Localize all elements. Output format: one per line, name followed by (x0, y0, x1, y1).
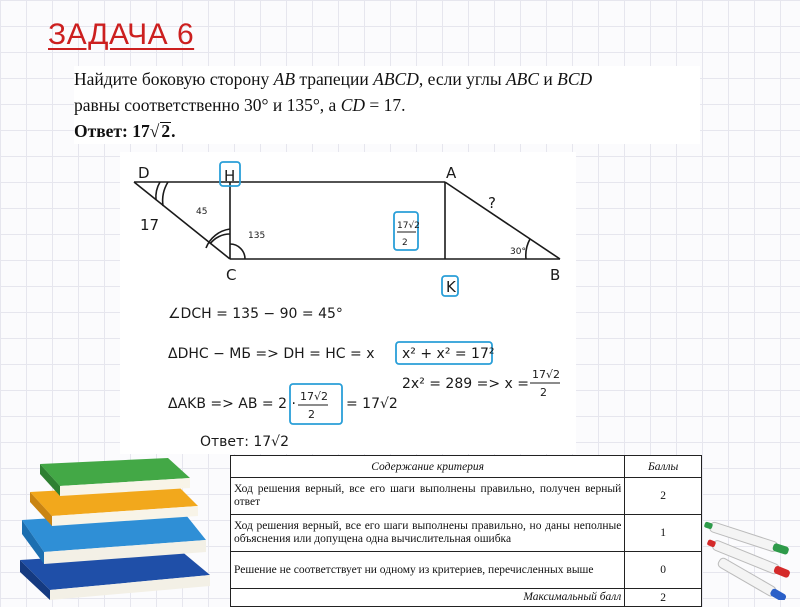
criteria-header-score: Баллы (625, 456, 702, 478)
markers-illustration-icon (700, 520, 800, 600)
criteria-header-content: Содержание критерия (231, 456, 625, 478)
label-ak-num: 17√2 (397, 221, 420, 231)
problem-text: , если углы (418, 69, 506, 89)
angle-arc-45 (210, 234, 230, 244)
problem-text: и (539, 69, 558, 89)
criterion-score: 1 (625, 515, 702, 552)
criteria-table (230, 455, 702, 607)
var-cd: CD (340, 95, 366, 115)
step-4-den: 2 (308, 408, 315, 421)
answer-coef: 17 (132, 121, 150, 141)
problem-text: = 17. (365, 95, 406, 115)
answer-value (132, 121, 171, 141)
label-b: B (550, 266, 561, 284)
label-angle-30: 30° (510, 247, 526, 257)
criterion-text: Ход решения верный, все его шаги выполнены правильно, но даны неполные объяснения или допущена одна вычислительная ошибка (231, 515, 625, 552)
label-question: ? (488, 194, 496, 212)
answer-end: . (171, 121, 176, 141)
var-ab: AB (273, 69, 296, 89)
trapezoid-figure (134, 182, 560, 259)
step-3: 2x² = 289 => x = (402, 376, 529, 392)
answer-line (74, 118, 700, 144)
angle-arc-d2 (163, 182, 168, 206)
label-angle-45: 45 (196, 207, 208, 217)
problem-statement (74, 66, 700, 144)
label-side-17: 17 (140, 216, 160, 234)
angle-labels (196, 207, 526, 257)
slide-title: ЗАДАЧА 6 (48, 18, 195, 51)
label-d: D (138, 164, 150, 182)
angle-arc-30 (526, 239, 530, 259)
criteria-header-row (231, 456, 702, 478)
solution-steps (168, 306, 529, 450)
step-4-result: = 17√2 (346, 396, 398, 412)
var-abcd: ABCD (373, 69, 419, 89)
point-labels (138, 164, 560, 296)
step-4: ΔAKB => AB = 2 · (168, 396, 296, 412)
table-row (231, 478, 702, 515)
books-illustration-icon (0, 440, 230, 600)
step-4-num: 17√2 (300, 390, 329, 403)
label-angle-135: 135 (248, 231, 266, 241)
angle-arc-45b (206, 229, 230, 248)
label-c: C (226, 266, 237, 284)
table-row-max (231, 589, 702, 607)
max-score-value: 2 (625, 589, 702, 607)
step-1: ∠DCH = 135 − 90 = 45° (168, 306, 343, 322)
answer-root: 2 (161, 121, 171, 141)
label-ak-den: 2 (402, 238, 408, 248)
criterion-text: Решение не соответствует ни одному из критериев, перечисленных выше (231, 552, 625, 589)
problem-line-1 (74, 66, 700, 92)
handwritten-answer: Ответ: 17√2 (200, 434, 290, 450)
handwritten-solution (120, 152, 576, 454)
angle-arc-135 (230, 244, 245, 259)
step-2-box: x² + x² = 17² (402, 346, 495, 362)
answer-label: Ответ: (74, 121, 128, 141)
criterion-score: 0 (625, 552, 702, 589)
table-row (231, 515, 702, 552)
criterion-text: Ход решения верный, все его шаги выполнены правильно, получен верный ответ (231, 478, 625, 515)
step-3-den: 2 (540, 386, 547, 399)
label-k: K (446, 278, 456, 296)
problem-line-2 (74, 92, 700, 118)
var-bcd: BCD (557, 69, 593, 89)
solution-drawing (120, 152, 576, 454)
max-score-label: Максимальный балл (231, 589, 625, 607)
angle-arc-d (156, 182, 160, 200)
label-a: A (446, 164, 457, 182)
sqrt-sign: √ (149, 121, 160, 141)
problem-text: равны соответственно 30° и 135°, а (74, 95, 341, 115)
criterion-score: 2 (625, 478, 702, 515)
var-abc: ABC (505, 69, 540, 89)
segment-ab (445, 182, 560, 259)
step-3-num: 17√2 (532, 368, 561, 381)
label-h: H (224, 167, 236, 185)
problem-text: трапеции (295, 69, 374, 89)
step-2: ΔDHC − МБ => DH = HC = x (168, 346, 375, 362)
problem-text: Найдите боковую сторону (74, 69, 274, 89)
table-row (231, 552, 702, 589)
